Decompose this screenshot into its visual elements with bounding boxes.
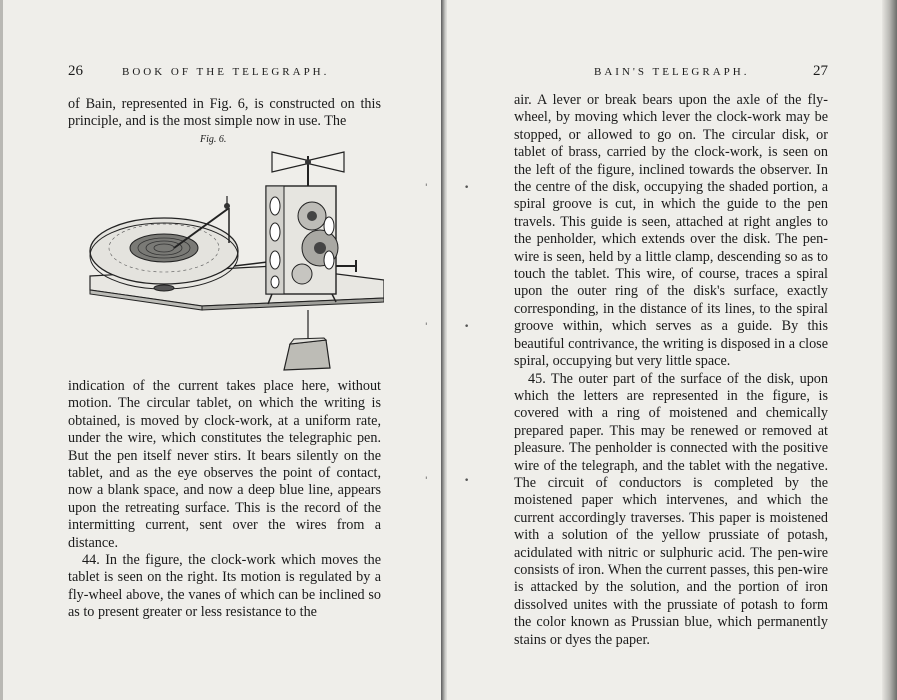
margin-tick: ' [425,322,428,332]
right-body-text [514,92,828,649]
margin-dot: • [464,183,470,193]
left-running-head: BOOK OF THE TELEGRAPH. [122,66,330,78]
left-body-text [68,378,381,622]
left-page [0,0,441,700]
margin-tick: ' [425,183,428,193]
right-paragraph-1: air. A lever or break bears upon the axle of the fly-wheel, by moving which lever the clock-work may be stopped, or allowed to go on. The circular disk, or tablet of brass, carried by the clock-work, is seen on the left of the figure, inclined towards the observer. In the centre of the disk, occupying the shaded portion, a spiral groove is cut, in which the guide to the pen travels. This guide is seen, attached at right angles to the penholder, which extends over the disk. The pen-wire is seen, held by a little clamp, descending so as to touch the tablet. This wire, of course, traces a spiral upon the outer ring of the disk's surface, exactly corresponding, in the distance of its lines, to the spiral groove within, which serves as a guide. By this beautiful contrivance, the writing is disposed in a close spiral, occupying but very little space. [514,92,828,370]
right-running-head: BAIN'S TELEGRAPH. [594,66,750,78]
margin-dot: • [464,476,470,486]
intro-paragraph: of Bain, represented in Fig. 6, is constructed on this principle, and is the most simple now in use. The [68,96,381,130]
figure-caption: Fig. 6. [200,134,227,145]
right-page [447,0,897,700]
margin-dot: • [464,322,470,332]
left-intro-text [68,96,381,131]
left-paragraph-1: indication of the current takes place here, without motion. The circular tablet, on which the writing is obtained, is moved by clock-work, at a uniform rate, under the wire, which constitutes the telegraphic pen. But the pen itself never stirs. It bears silently on the tablet, and as the eye observes the point of contact, now a blank space, and now a deep blue line, appears upon the retreating surface. This is the record of the intermitting current, sent over the wires from a distance. [68,378,381,551]
left-page-number: 26 [68,63,83,79]
right-edge-shadow [882,0,897,700]
right-paragraph-2: 45. The outer part of the surface of the disk, upon which the letters are represented in the figure, is covered with a ring of moistened and chemically prepared paper. This may be renewed or removed at pleasure. The penholder is connected with the positive wire of the telegraph, and the tablet with the negative. The circuit of conductors is completed by the moistened paper which intervenes, and which the current accordingly traverses. This paper is moistened with a solution of the yellow prussiate of potash, acidulated with nitric or sulphuric acid. The pen-wire consists of iron. When the current passes, this pen-wire is attacked by the solution, and the portion of iron dissolved unites with the prussiate of potash to form the color known as Prussian blue, which permanently stains or dyes the paper. [514,370,828,648]
left-edge-shadow [0,0,3,700]
right-page-number: 27 [813,63,828,79]
left-paragraph-2: 44. In the figure, the clock-work which moves the tablet is seen on the right. Its motion is regulated by a fly-wheel above, the vanes of which can be inclined so as to present greater or less resistance to the [68,552,381,621]
margin-tick: ' [425,476,428,486]
telegraph-apparatus-illustration [84,148,384,378]
